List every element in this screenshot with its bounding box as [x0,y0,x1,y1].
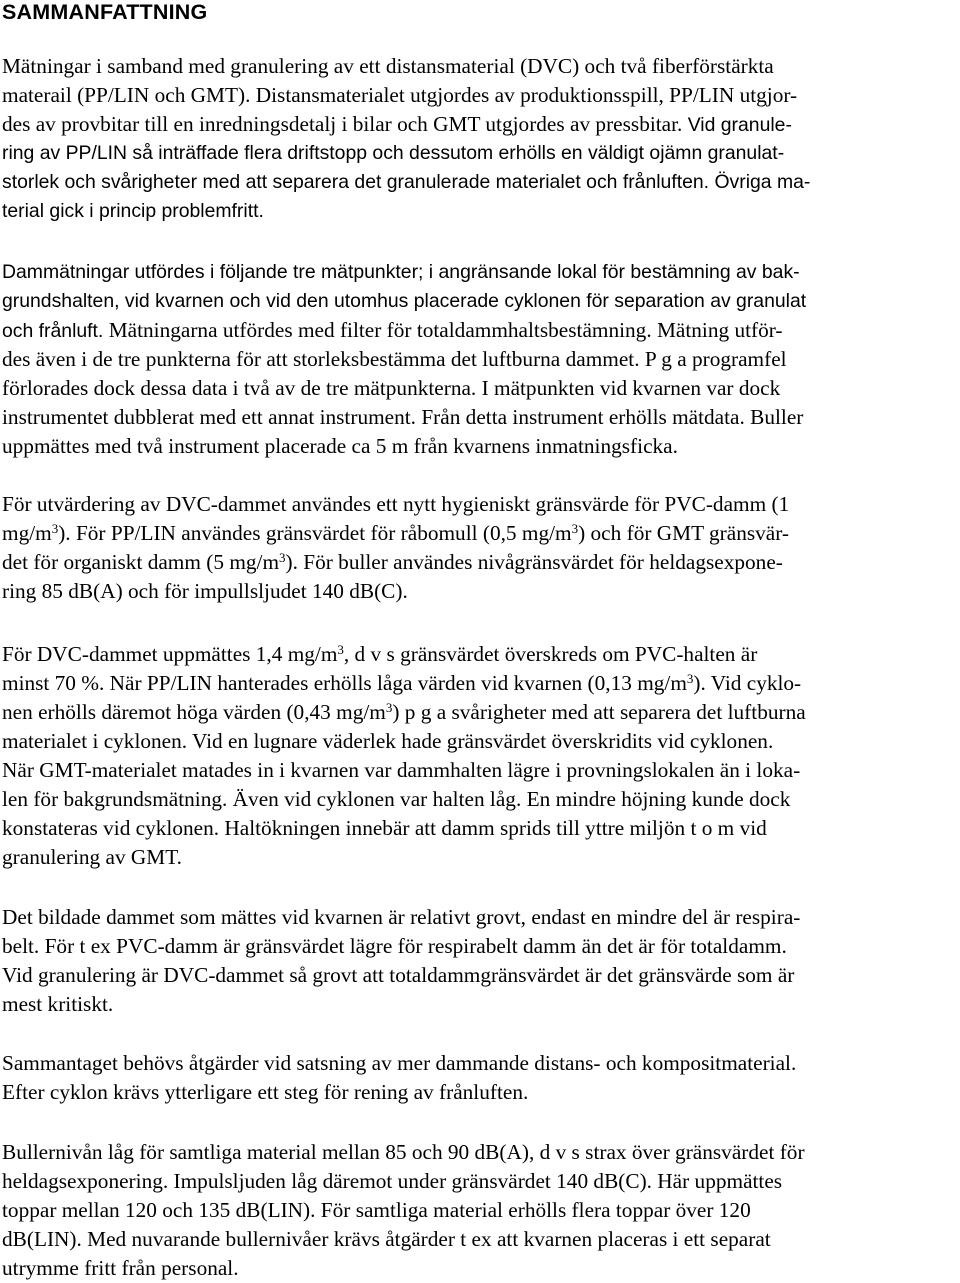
text-segment: instrumentet dubblerat med ett annat instrument. Från detta instrument erhölls mätdata. Buller [2,405,804,429]
text-segment: , d v s gränsvärdet överskreds om PVC-halten är [343,642,758,666]
text-segment: des även i de tre punkterna för att storleksbestämma det luftburna dammet. P g a programfel [2,347,787,371]
text-line [2,432,960,461]
text-line [2,1225,960,1254]
text-segment: mg/m [2,521,52,545]
text-segment: ring av PP/LIN så inträffade flera driftstopp och dessutom erhölls en väldigt ojämn granulat- [2,142,785,164]
text-line [2,990,960,1019]
text-segment: Bullernivån låg för samtliga material mellan 85 och 90 dB(A), d v s strax över gränsvärdet för [2,1140,805,1164]
text-segment: Dammätningar utfördes i följande tre mätpunkter; i angränsande lokal för bestämning av bak- [2,261,800,283]
text-segment: utrymme fritt från personal. [2,1256,239,1280]
paragraph-measurements-intro [2,52,960,226]
section-heading: SAMMANFATTNING [2,0,208,24]
text-segment: terial gick i princip problemfritt. [2,200,264,222]
text-segment: dB(LIN). Med nuvarande bullernivåer krävs åtgärder t ex att kvarnen placeras i ett separat [2,1227,771,1251]
text-segment: ) p g a svårigheter med att separera det luftburna [392,700,806,724]
text-segment: ring 85 dB(A) och för impullsljudet 140 dB(C). [2,579,408,603]
text-line [2,640,960,669]
text-line [2,1196,960,1225]
text-line [2,519,960,548]
text-line [2,814,960,843]
superscript: 3 [385,700,393,715]
text-line [2,903,960,932]
text-line [2,403,960,432]
text-line [2,168,960,197]
text-segment: des av provbitar till en inredningsdetalj i bilar och GMT utgjordes av pressbitar. [2,112,688,136]
text-segment: konstateras vid cyklonen. Haltökningen innebär att damm sprids till yttre miljön t o m vid [2,816,767,840]
text-segment: ). För PP/LIN användes gränsvärdet för råbomull (0,5 mg/m [58,521,572,545]
text-line [2,374,960,403]
text-line [2,258,960,287]
paragraph-limit-values [2,490,960,606]
text-line [2,843,960,872]
text-segment: materail (PP/LIN och GMT). Distansmaterialet utgjordes av produktionsspill, PP/LIN utgjor- [2,83,798,107]
superscript: 3 [686,671,694,686]
text-segment: grundshalten, vid kvarnen och vid den utomhus placerade cyklonen för separation av granulat [2,290,807,312]
text-line [2,698,960,727]
text-line [2,785,960,814]
text-line [2,932,960,961]
text-segment: storlek och svårigheter med att separera det granulerade materialet och frånluften. Övriga ma- [2,171,811,193]
text-segment: materialet i cyklonen. Vid en lugnare väderlek hade gränsvärdet överskridits vid cyklonen. [2,729,774,753]
text-segment: heldagsexponering. Impulsljuden låg däremot under gränsvärdet 140 dB(C). Här uppmättes [2,1169,783,1193]
superscript: 3 [571,521,579,536]
paragraph-noise-results [2,1138,960,1283]
superscript: 3 [51,521,59,536]
superscript: 3 [279,550,286,565]
text-line [2,81,960,110]
text-segment: len för bakgrundsmätning. Även vid cyklonen var halten låg. En mindre höjning kunde dock [2,787,791,811]
text-segment: mest kritiskt. [2,992,114,1016]
paragraph-dust-particle-size [2,903,960,1019]
text-segment: minst 70 %. När PP/LIN hanterades erhölls låga värden vid kvarnen (0,13 mg/m [2,671,687,695]
text-segment: det för organiskt damm (5 mg/m [2,550,280,574]
paragraph-dust-results [2,640,960,872]
text-segment: toppar mellan 120 och 135 dB(LIN). För samtliga material erhölls flera toppar över 120 [2,1198,751,1222]
text-line [2,1254,960,1283]
text-segment: ). För buller användes nivågränsvärdet för heldagsexpone- [285,550,783,574]
text-segment: När GMT-materialet matades in i kvarnen var dammhalten lägre i provningslokalen än i loka- [2,758,801,782]
text-segment: Mätningarna utfördes med filter för totaldammhaltsbestämning. Mätning utför- [108,318,783,342]
text-segment: granulering av GMT. [2,845,182,869]
text-segment: Vid granule- [687,114,792,136]
text-segment: förlorades dock dessa data i två av de tre mätpunkterna. I mätpunkten vid kvarnen var dock [2,376,781,400]
text-segment: nen erhölls däremot höga värden (0,43 mg/m [2,700,386,724]
text-segment: belt. För t ex PVC-damm är gränsvärdet lägre för respirabelt damm än det är för totaldamm. [2,934,787,958]
text-line [2,287,960,316]
text-segment: Efter cyklon krävs ytterligare ett steg för rening av frånluften. [2,1080,529,1104]
text-segment: Det bildade dammet som mättes vid kvarnen är relativt grovt, endast en mindre del är respira- [2,905,801,929]
text-segment: Sammantaget behövs åtgärder vid satsning av mer dammande distans- och kompositmaterial. [2,1051,797,1075]
text-segment: och frånluft. [2,320,109,342]
text-line [2,577,960,606]
text-line [2,1167,960,1196]
text-line [2,490,960,519]
text-line [2,316,960,345]
text-line [2,52,960,81]
text-line [2,727,960,756]
text-segment: För utvärdering av DVC-dammet användes ett nytt hygieniskt gränsvärde för PVC-damm (1 [2,492,790,516]
text-segment: ) och för GMT gränsvär- [578,521,790,545]
text-line [2,139,960,168]
text-segment: Mätningar i samband med granulering av ett distansmaterial (DVC) och två fiberförstärkta [2,54,774,78]
text-line [2,345,960,374]
text-line [2,669,960,698]
text-line [2,961,960,990]
superscript: 3 [337,642,344,657]
text-segment: uppmättes med två instrument placerade ca 5 m från kvarnens inmatningsficka. [2,434,678,458]
text-line [2,756,960,785]
text-segment: ). Vid cyklo- [693,671,802,695]
text-segment: För DVC-dammet uppmättes 1,4 mg/m [2,642,338,666]
text-line [2,1078,960,1107]
paragraph-conclusion-measures [2,1049,960,1107]
paragraph-dust-measurements [2,258,960,461]
text-line [2,1138,960,1167]
text-line [2,110,960,139]
text-segment: Vid granulering är DVC-dammet så grovt att totaldammgränsvärdet är det gränsvärde som är [2,963,795,987]
text-line [2,197,960,226]
text-line [2,1049,960,1078]
text-line [2,548,960,577]
